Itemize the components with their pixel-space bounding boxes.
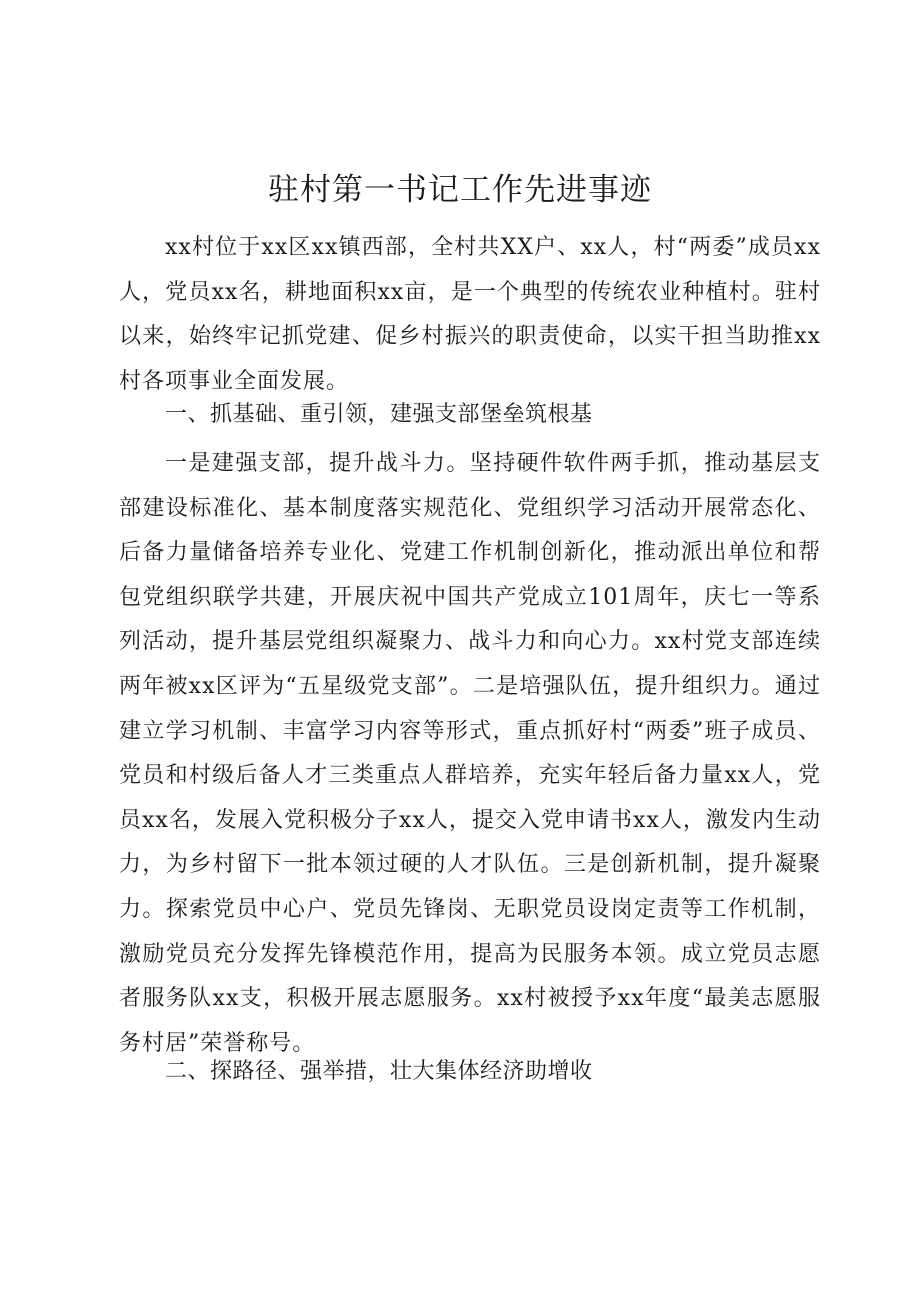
- section-1-heading: 一、抓基础、重引领，建强支部堡垒筑根基: [165, 402, 593, 427]
- document-title: 驻村第一书记工作先进事迹: [268, 172, 652, 208]
- section-1-body: 一是建强支部，提升战斗力。坚持硬件软件两手抓，推动基层支部建设标准化、基本制度落实规范化、党组织学习活动开展常态化、后备力量储备培养专业化、党建工作机制创新化，推动派出单位和帮包党组织联学共建，开展庆祝中国共产党成立101周年，庆七一等系列活动，提升基层党组织凝聚力、战斗力和向心力。xx村党支部连续两年被xx区评为“五星级党支部”。二是培强队伍，提升组织力。通过建立学习机制、丰富学习内容等形式，重点抓好村“两委”班子成员、党员和村级后备人才三类重点人群培养，充实年轻后备力量xx人，党员xx名，发展入党积极分子xx人，提交入党申请书xx人，激发内生动力，为乡村留下一批本领过硬的人才队伍。三是创新机制，提升凝聚力。探索党员中心户、党员先锋岗、无职党员设岗定责等工作机制，激励党员充分发挥先锋模范作用，提高为民服务本领。成立党员志愿者服务队xx支，积极开展志愿服务。xx村被授予xx年度“最美志愿服务村居”荣誉称号。: [119, 451, 821, 1056]
- section-2-heading: 二、探路径、强举措，壮大集体经济助增收: [165, 1059, 593, 1084]
- intro-paragraph: xx村位于xx区xx镇西部，全村共XX户、xx人，村“两委”成员xx人，党员xx名，耕地面积xx亩，是一个典型的传统农业种植村。驻村以来，始终牢记抓党建、促乡村振兴的职责使命，以实干担当助推xx村各项事业全面发展。: [119, 235, 821, 394]
